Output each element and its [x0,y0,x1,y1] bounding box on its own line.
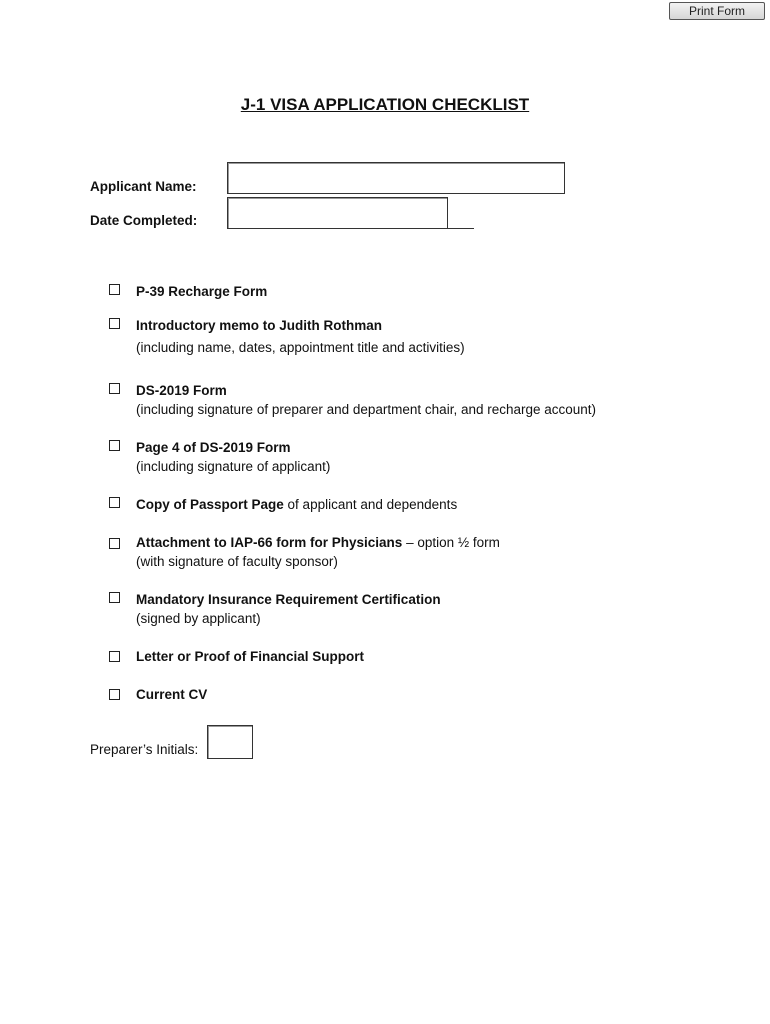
item-text [136,685,207,704]
item-title: Introductory memo to Judith Rothman [136,318,382,333]
item-title: Page 4 of DS-2019 Form [136,440,291,455]
date-completed-input[interactable] [228,198,447,228]
checkbox[interactable] [109,497,120,508]
checkbox[interactable] [109,318,120,329]
item-text [136,381,596,419]
item-title: Copy of Passport Page [136,497,284,512]
item-title: DS-2019 Form [136,383,227,398]
item-text [136,495,457,514]
item-text [136,647,364,666]
item-title: Current CV [136,687,208,702]
item-text [136,282,267,301]
checkbox[interactable] [109,284,120,295]
checkbox[interactable] [109,440,120,451]
item-note: (including name, dates, appointment title and activities) [136,340,465,355]
checkbox[interactable] [109,383,120,394]
applicant-name-input[interactable] [228,163,564,193]
item-rest: – option ½ form [402,535,500,550]
applicant-name-field[interactable] [227,162,565,194]
applicant-name-label: Applicant Name: [90,179,197,194]
item-text [136,316,465,354]
item-note: (signed by applicant) [136,611,261,626]
date-completed-field[interactable] [227,197,448,229]
item-title: Letter or Proof of Financial Support [136,649,365,664]
checkbox[interactable] [109,538,120,549]
item-note: (including signature of applicant) [136,459,331,474]
item-note: (with signature of faculty sponsor) [136,554,338,569]
checkbox[interactable] [109,592,120,603]
date-underline [448,228,474,229]
print-form-button[interactable]: Print Form [669,2,765,20]
item-title: Attachment to IAP-66 form for Physicians [136,535,403,550]
page-title: J-1 VISA APPLICATION CHECKLIST [240,95,530,114]
item-text [136,438,330,476]
date-completed-label: Date Completed: [90,213,198,228]
item-text [136,590,441,628]
checkbox[interactable] [109,651,120,662]
preparer-initials-field[interactable] [207,725,253,759]
item-title: P-39 Recharge Form [136,284,268,299]
item-note: (including signature of preparer and department chair, and recharge account) [136,402,597,417]
item-rest: of applicant and dependents [283,497,458,512]
preparer-initials-label: Preparer’s Initials: [90,742,199,757]
checkbox[interactable] [109,689,120,700]
item-title: Mandatory Insurance Requirement Certification [136,592,441,607]
preparer-initials-input[interactable] [208,726,252,758]
item-text [136,533,500,571]
